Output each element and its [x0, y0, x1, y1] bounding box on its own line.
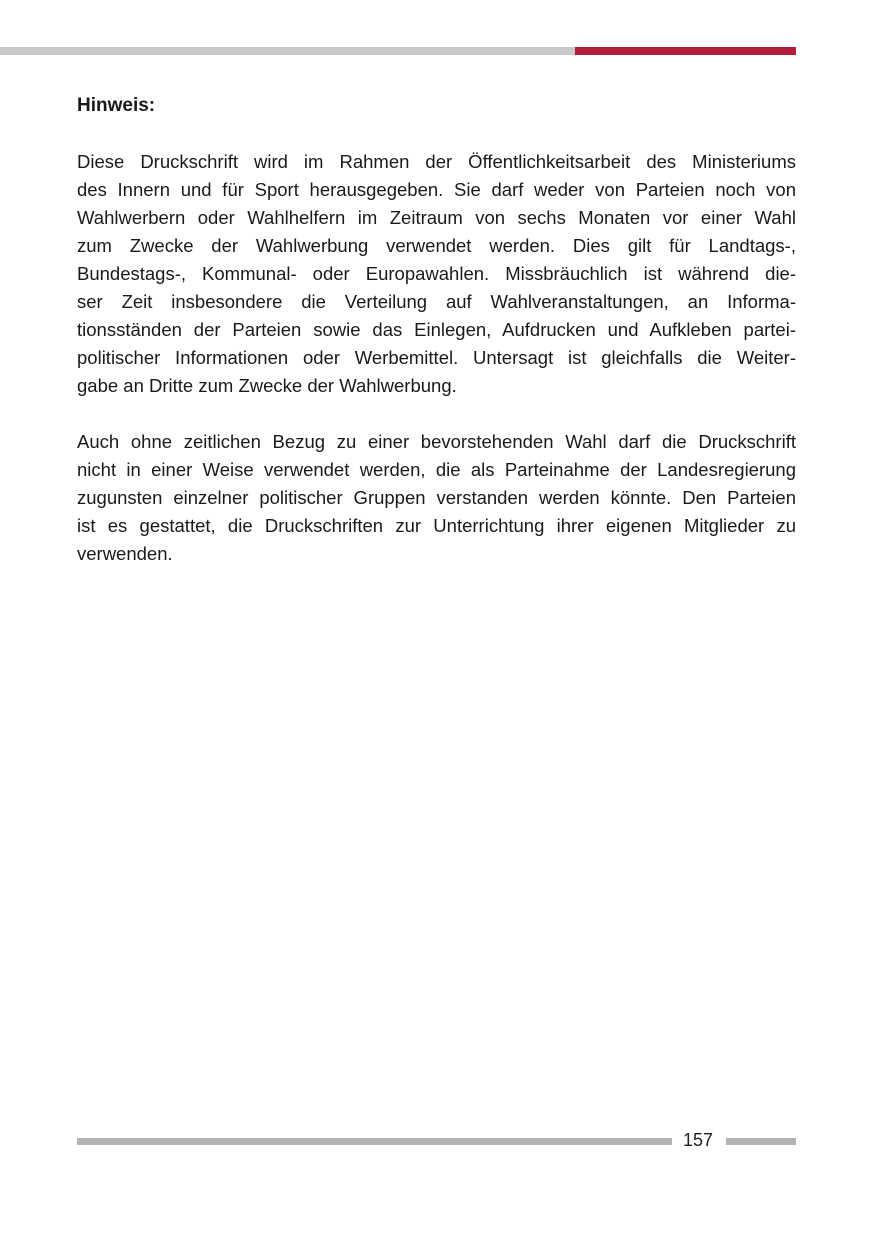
paragraph-line: Wahlwerbern oder Wahlhelfern im Zeitraum von sechs Monaten vor einer Wahl — [77, 207, 796, 228]
paragraph-line: Diese Druckschrift wird im Rahmen der Öffentlichkeitsarbeit des Ministeriums — [77, 151, 796, 172]
footer-rule-right — [726, 1138, 796, 1145]
paragraph-line: Bundestags-, Kommunal- oder Europawahlen. Missbräuchlich ist während die- — [77, 263, 796, 284]
paragraph-line: ser Zeit insbesondere die Verteilung auf Wahlveranstaltungen, an Informa- — [77, 291, 796, 312]
paragraph-line: des Innern und für Sport herausgegeben. Sie darf weder von Parteien noch von — [77, 179, 796, 200]
notice-paragraph-1 — [77, 148, 796, 400]
top-rule-accent — [575, 47, 796, 55]
paragraph-line: zugunsten einzelner politischer Gruppen verstanden werden könnte. Den Parteien — [77, 487, 796, 508]
paragraph-line: zum Zwecke der Wahlwerbung verwendet werden. Dies gilt für Landtags-, — [77, 235, 796, 256]
paragraph-line: Auch ohne zeitlichen Bezug zu einer bevorstehenden Wahl darf die Druckschrift — [77, 431, 796, 452]
notice-paragraph-2 — [77, 428, 796, 568]
notice-heading: Hinweis: — [77, 95, 156, 116]
paragraph-line: verwenden. — [77, 543, 173, 564]
paragraph-line: ist es gestattet, die Druckschriften zur Unterrichtung ihrer eigenen Mitglieder zu — [77, 515, 796, 536]
paragraph-line: gabe an Dritte zum Zwecke der Wahlwerbung. — [77, 375, 457, 396]
paragraph-line: tionsständen der Parteien sowie das Einlegen, Aufdrucken und Aufkleben partei- — [77, 319, 796, 340]
page-content — [77, 92, 796, 596]
paragraph-line: politischer Informationen oder Werbemittel. Untersagt ist gleichfalls die Weiter- — [77, 347, 796, 368]
paragraph-line: nicht in einer Weise verwendet werden, die als Parteinahme der Landesregierung — [77, 459, 796, 480]
top-rule-grey — [0, 47, 575, 55]
page-number: 157 — [682, 1130, 714, 1150]
footer-rule-left — [77, 1138, 672, 1145]
